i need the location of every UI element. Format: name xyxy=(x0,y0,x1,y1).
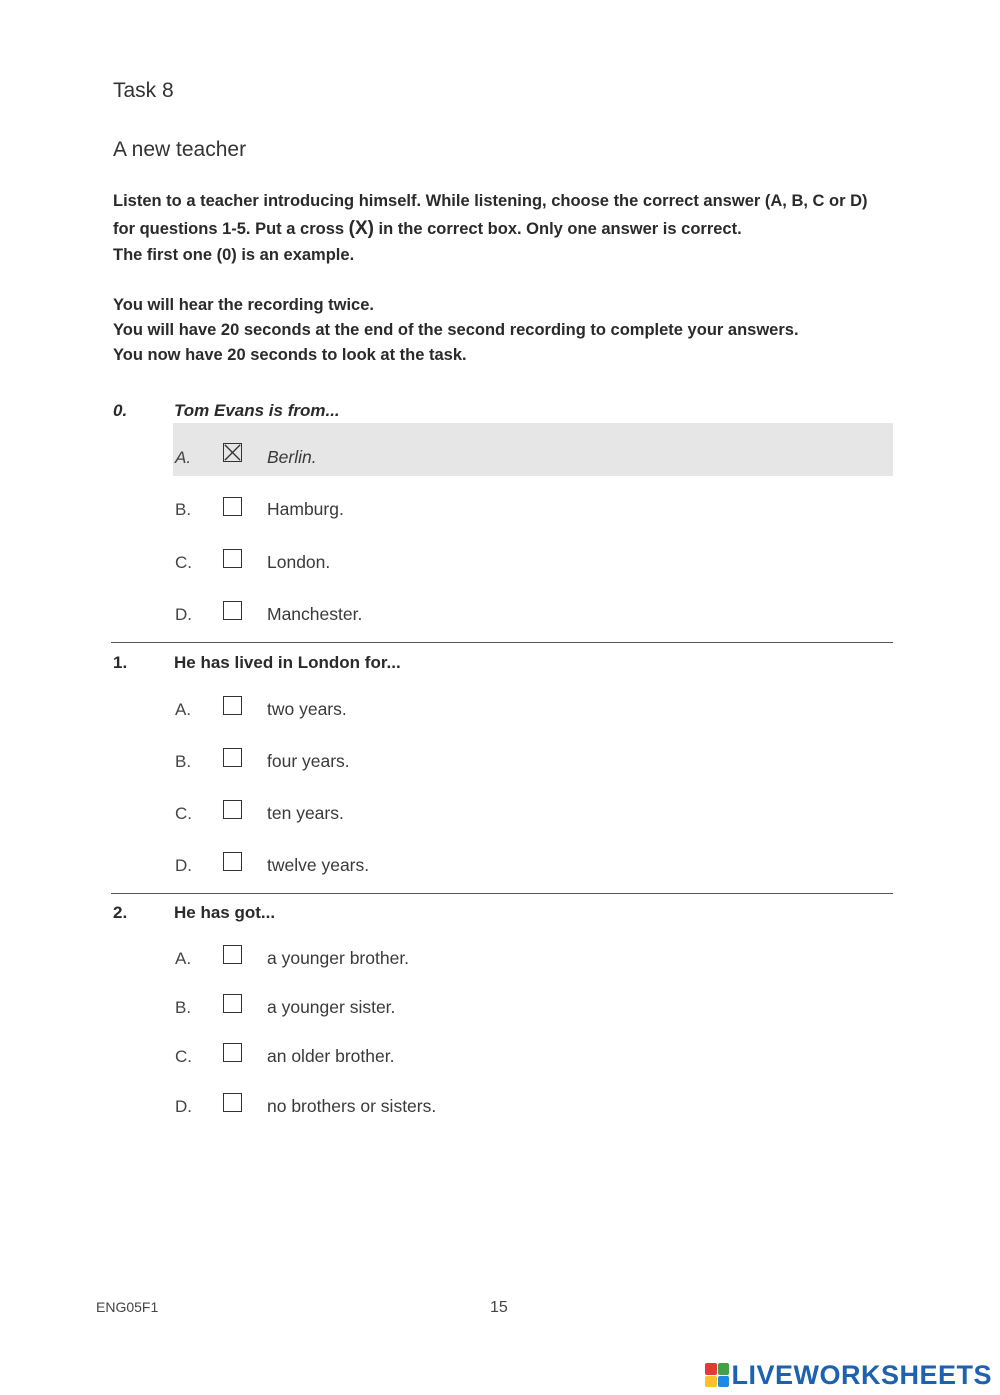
question-0-option-b-letter: B. xyxy=(175,500,192,519)
question-1-option-b-text: four years. xyxy=(267,751,350,771)
question-1-option-d-text: twelve years. xyxy=(267,855,370,875)
cross-icon xyxy=(224,444,241,461)
divider xyxy=(111,642,893,643)
question-2-option-a-checkbox[interactable] xyxy=(223,945,242,964)
question-2-option-d-checkbox[interactable] xyxy=(223,1093,242,1112)
instruction-line-3: The first one (0) is an example. xyxy=(113,246,355,264)
question-1-option-b-checkbox[interactable] xyxy=(223,748,242,767)
instruction-line-2 xyxy=(113,218,742,240)
question-0-option-b-text: Hamburg. xyxy=(267,499,344,519)
logo-block xyxy=(705,1363,717,1375)
footer-code: ENG05F1 xyxy=(96,1299,159,1315)
question-1-option-c-checkbox[interactable] xyxy=(223,800,242,819)
question-2-option-c-checkbox[interactable] xyxy=(223,1043,242,1062)
question-0-text: Tom Evans is from... xyxy=(174,401,340,420)
divider xyxy=(111,893,893,894)
question-1-number: 1. xyxy=(113,653,128,672)
question-2-option-a-text: a younger brother. xyxy=(267,948,410,968)
question-0-option-c-checkbox[interactable] xyxy=(223,549,242,568)
question-1-option-c-text: ten years. xyxy=(267,803,344,823)
instruction-line-4: You will hear the recording twice. xyxy=(113,296,374,314)
question-2-option-b-text: a younger sister. xyxy=(267,997,396,1017)
question-1-option-c-letter: C. xyxy=(175,804,192,823)
logo-block xyxy=(718,1363,730,1375)
question-2-option-b-checkbox[interactable] xyxy=(223,994,242,1013)
page-number: 15 xyxy=(490,1299,508,1316)
logo-text: LIVEWORKSHEETS xyxy=(731,1359,992,1390)
logo-block xyxy=(718,1376,730,1388)
task-label: Task 8 xyxy=(113,79,174,102)
question-0-option-d-checkbox[interactable] xyxy=(223,601,242,620)
question-1-option-d-checkbox[interactable] xyxy=(223,852,242,871)
question-2-option-c-letter: C. xyxy=(175,1047,192,1066)
question-2-option-a-letter: A. xyxy=(175,949,192,968)
instruction-line-2-start: for questions 1-5. Put a cross xyxy=(113,220,349,238)
question-2-option-b-letter: B. xyxy=(175,998,192,1017)
question-2-option-c-text: an older brother. xyxy=(267,1046,395,1066)
question-0-option-c-letter: C. xyxy=(175,553,192,572)
liveworksheets-logo[interactable] xyxy=(705,1359,992,1391)
question-0-option-b-checkbox[interactable] xyxy=(223,497,242,516)
instruction-line-6: You now have 20 seconds to look at the task. xyxy=(113,346,467,364)
instruction-line-1: Listen to a teacher introducing himself. While listening, choose the correct answer (A, B, C or D) xyxy=(113,192,868,210)
question-1-option-a-checkbox[interactable] xyxy=(223,696,242,715)
question-0-option-c-text: London. xyxy=(267,552,331,572)
instruction-line-2-end: in the correct box. Only one answer is correct. xyxy=(373,220,742,238)
question-1-option-a-letter: A. xyxy=(175,700,192,719)
question-1-text: He has lived in London for... xyxy=(174,653,401,672)
question-0-option-a-letter: A. xyxy=(175,448,192,467)
question-0-number: 0. xyxy=(113,401,128,420)
question-2-option-d-text: no brothers or sisters. xyxy=(267,1096,437,1116)
question-1-option-a-text: two years. xyxy=(267,699,347,719)
question-1-option-d-letter: D. xyxy=(175,856,192,875)
question-0-option-d-text: Manchester. xyxy=(267,604,363,624)
page-title: A new teacher xyxy=(113,138,247,161)
question-2-option-d-letter: D. xyxy=(175,1097,192,1116)
cross-mark-text: (X) xyxy=(348,218,374,239)
logo-blocks-icon xyxy=(705,1363,729,1387)
question-0-option-d-letter: D. xyxy=(175,605,192,624)
instruction-line-5: You will have 20 seconds at the end of the second recording to complete your answers. xyxy=(113,321,799,339)
question-0-option-a-checkbox[interactable] xyxy=(223,443,242,462)
question-0-option-a-text: Berlin. xyxy=(267,447,317,467)
question-2-number: 2. xyxy=(113,903,128,922)
question-2-text: He has got... xyxy=(174,903,276,922)
question-1-option-b-letter: B. xyxy=(175,752,192,771)
logo-block xyxy=(705,1376,717,1388)
